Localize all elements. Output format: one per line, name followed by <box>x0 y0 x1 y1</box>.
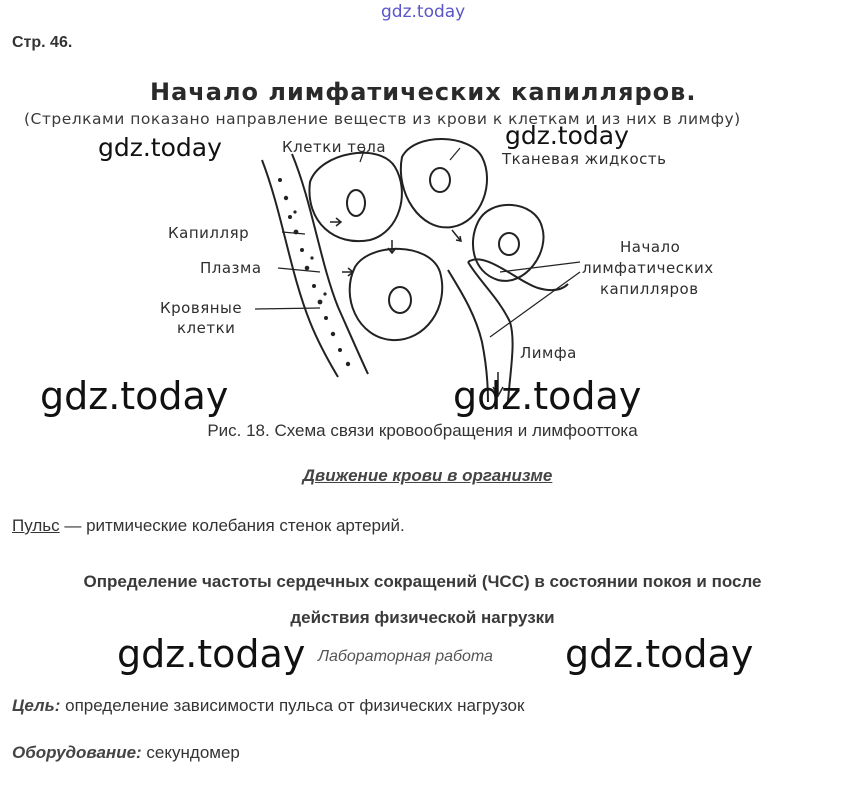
watermark: gdz.today <box>565 632 754 676</box>
pulse-definition <box>12 516 405 536</box>
body-cells-drawing <box>309 139 543 340</box>
lab-row <box>0 630 845 684</box>
figure-title: Начало лимфатических капилляров. <box>150 78 697 106</box>
flow-arrows <box>330 218 503 396</box>
blood-cells-dots <box>278 178 350 366</box>
lab-label: Лабораторная работа <box>318 648 493 665</box>
label-plasma: Плазма <box>200 259 262 277</box>
lab-heading-line-1: Определение частоты сердечных сокращений (ЧСС) в состоянии покоя и после <box>83 572 762 591</box>
watermark: gdz.today <box>117 632 306 676</box>
label-lymph: Лимфа <box>520 344 577 362</box>
label-body-cells: Клетки тела <box>282 138 387 156</box>
label-capillary: Капилляр <box>168 224 250 242</box>
page-reference-label: Стр. 46. <box>12 34 73 51</box>
equipment-key: Оборудование: <box>12 743 142 762</box>
label-lymph-start-3: капилляров <box>600 280 699 298</box>
watermark: gdz.today <box>98 133 222 162</box>
goal-line <box>12 696 524 716</box>
pulse-term: Пульс <box>12 516 60 535</box>
blood-capillary-drawing <box>262 154 368 377</box>
pulse-definition-text: — ритмические колебания стенок артерий. <box>59 516 405 535</box>
page-reference <box>12 34 72 52</box>
lymph-capillary-figure <box>20 72 835 417</box>
watermark: gdz.today <box>453 374 642 418</box>
label-lymph-start-2: лимфатических <box>582 259 714 277</box>
leader-lines <box>255 148 580 337</box>
figure-caption: Рис. 18. Схема связи кровообращения и лимфооттока <box>207 421 638 440</box>
lab-heading-line-2: действия физической нагрузки <box>290 608 555 627</box>
section-title: Движение крови в организме <box>302 466 553 485</box>
lab-heading <box>0 564 845 636</box>
label-tissue-fluid: Тканевая жидкость <box>502 150 667 168</box>
label-blood-cells-2: клетки <box>177 319 236 337</box>
label-lymph-start-1: Начало <box>620 238 681 256</box>
goal-key: Цель: <box>12 696 61 715</box>
label-blood-cells-1: Кровяные <box>160 299 243 317</box>
equipment-value: секундомер <box>141 743 240 762</box>
watermark: gdz.today <box>40 374 229 418</box>
watermark: gdz.today <box>505 121 629 150</box>
figure-subtitle: (Стрелками показано направление веществ из крови к клеткам и из них в лимфу) <box>24 110 741 128</box>
equipment-line <box>12 743 240 763</box>
watermark-top: gdz.today <box>381 2 466 22</box>
goal-value: определение зависимости пульса от физических нагрузок <box>60 696 525 715</box>
